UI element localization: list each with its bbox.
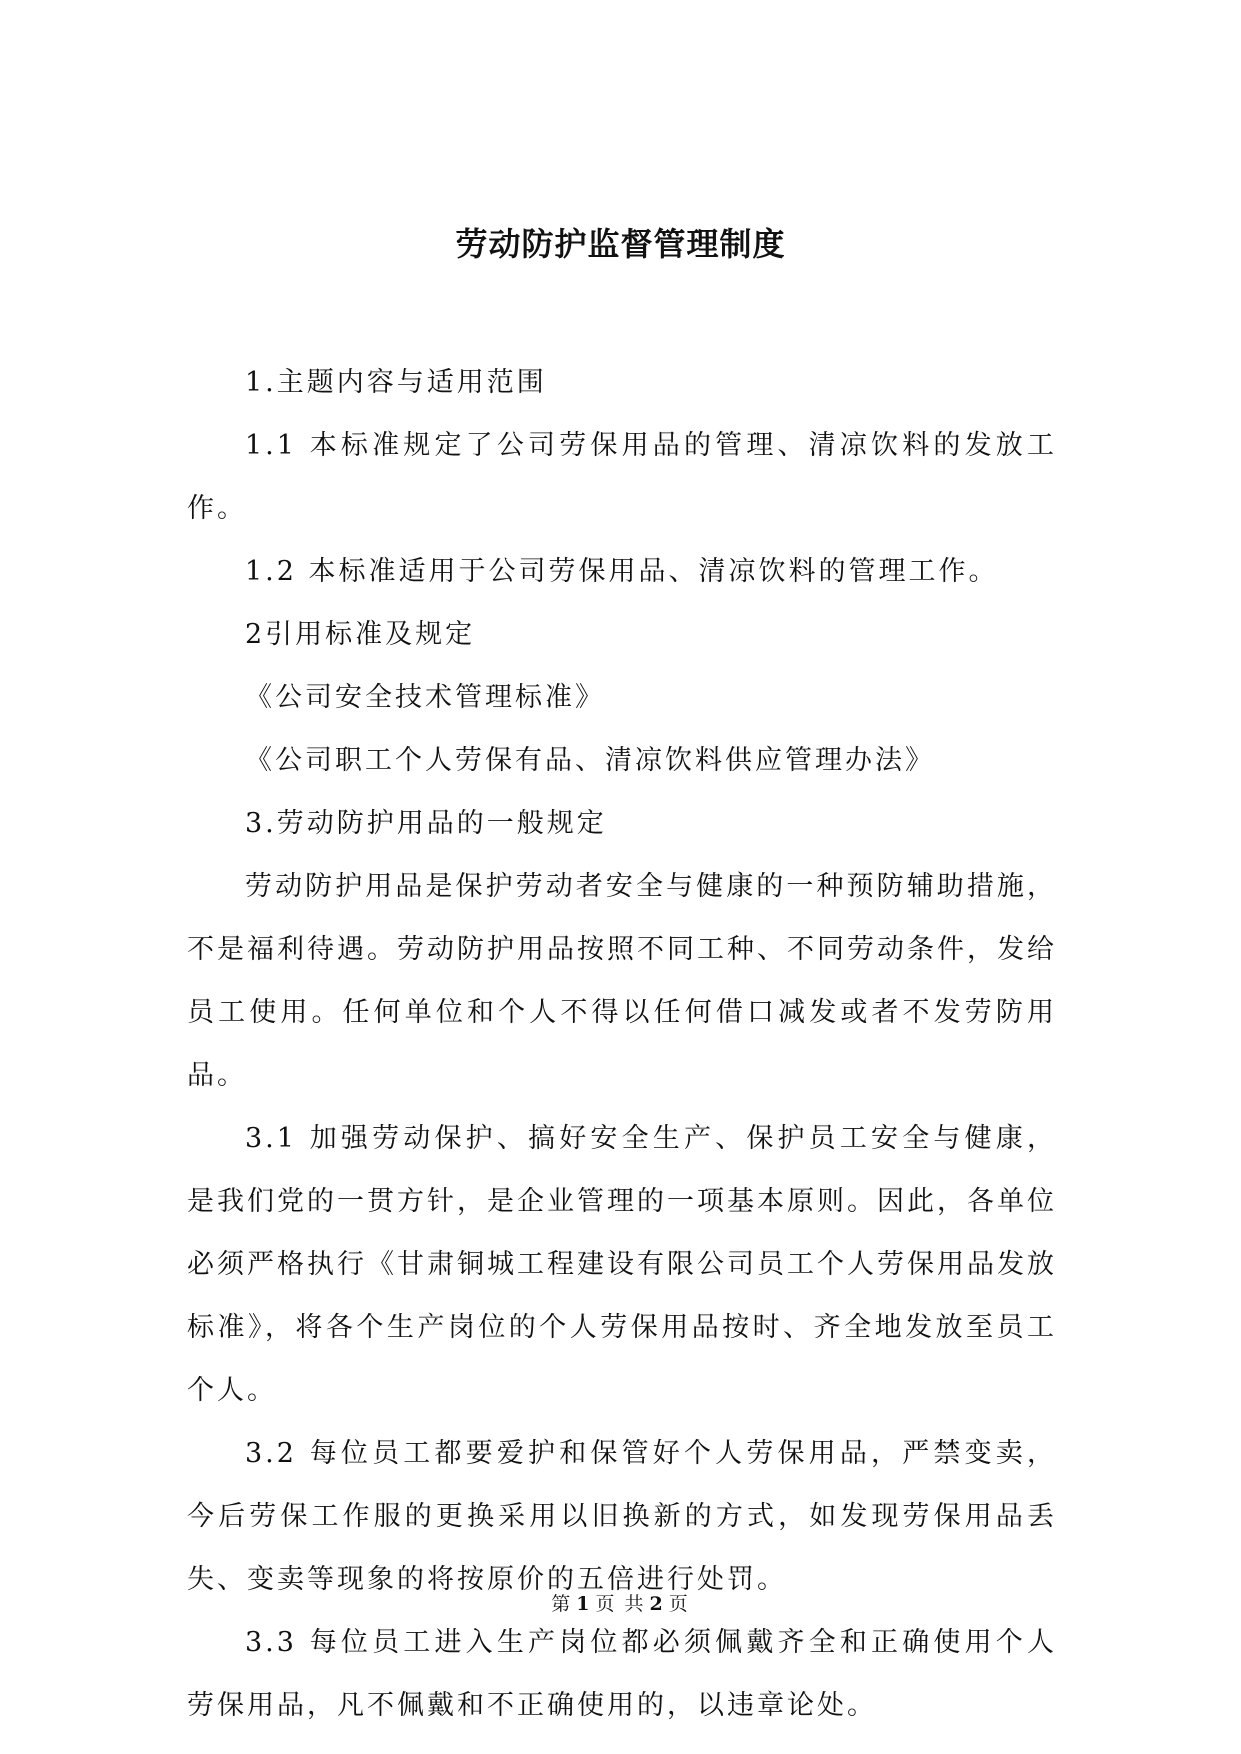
paragraph-section-3: 3.劳动防护用品的一般规定 <box>245 808 607 839</box>
paragraph-section-1: 1.主题内容与适用范围 <box>245 367 547 398</box>
paragraph-3-intro: 劳动防护用品是保护劳动者安全与健康的一种预防辅助措施，不是福利待遇。劳动防护用品按照不同工种、不同劳动条件，发给员工使用。任何单位和个人不得以任何借口减发或者不发劳防用品。 <box>187 871 1057 1091</box>
paragraph-reference-2: 《公司职工个人劳保有品、清凉饮料供应管理办法》 <box>245 745 935 776</box>
paragraph-3-3: 3.3 每位员工进入生产岗位都必须佩戴齐全和正确使用个人劳保用品，凡不佩戴和不正确使用的，以违章论处。 <box>187 1627 1057 1721</box>
page-footer <box>0 1590 1241 1618</box>
document-body <box>187 351 1057 1737</box>
paragraph-reference-1: 《公司安全技术管理标准》 <box>245 682 605 713</box>
paragraph-1-1: 1.1 本标准规定了公司劳保用品的管理、清凉饮料的发放工作。 <box>187 430 1057 524</box>
footer-suffix: 页 <box>668 1593 690 1615</box>
footer-page-number: 1 <box>576 1593 592 1615</box>
footer-total-pages: 2 <box>649 1593 665 1615</box>
paragraph-3-1: 3.1 加强劳动保护、搞好安全生产、保护员工安全与健康，是我们党的一贯方针，是企业管理的一项基本原则。因此，各单位必须严格执行《甘肃铜城工程建设有限公司员工个人劳保用品发放标准》，将各个生产岗位的个人劳保用品按时、齐全地发放至员工个人。 <box>187 1123 1057 1406</box>
footer-middle: 页 共 <box>595 1593 646 1615</box>
paragraph-3-2: 3.2 每位员工都要爱护和保管好个人劳保用品，严禁变卖，今后劳保工作服的更换采用以旧换新的方式，如发现劳保用品丢失、变卖等现象的将按原价的五倍进行处罚。 <box>187 1438 1057 1595</box>
paragraph-section-2: 2引用标准及规定 <box>245 619 476 650</box>
paragraph-1-2: 1.2 本标准适用于公司劳保用品、清凉饮料的管理工作。 <box>245 556 999 587</box>
document-title: 劳动防护监督管理制度 <box>455 225 786 263</box>
footer-prefix: 第 <box>551 1593 573 1615</box>
